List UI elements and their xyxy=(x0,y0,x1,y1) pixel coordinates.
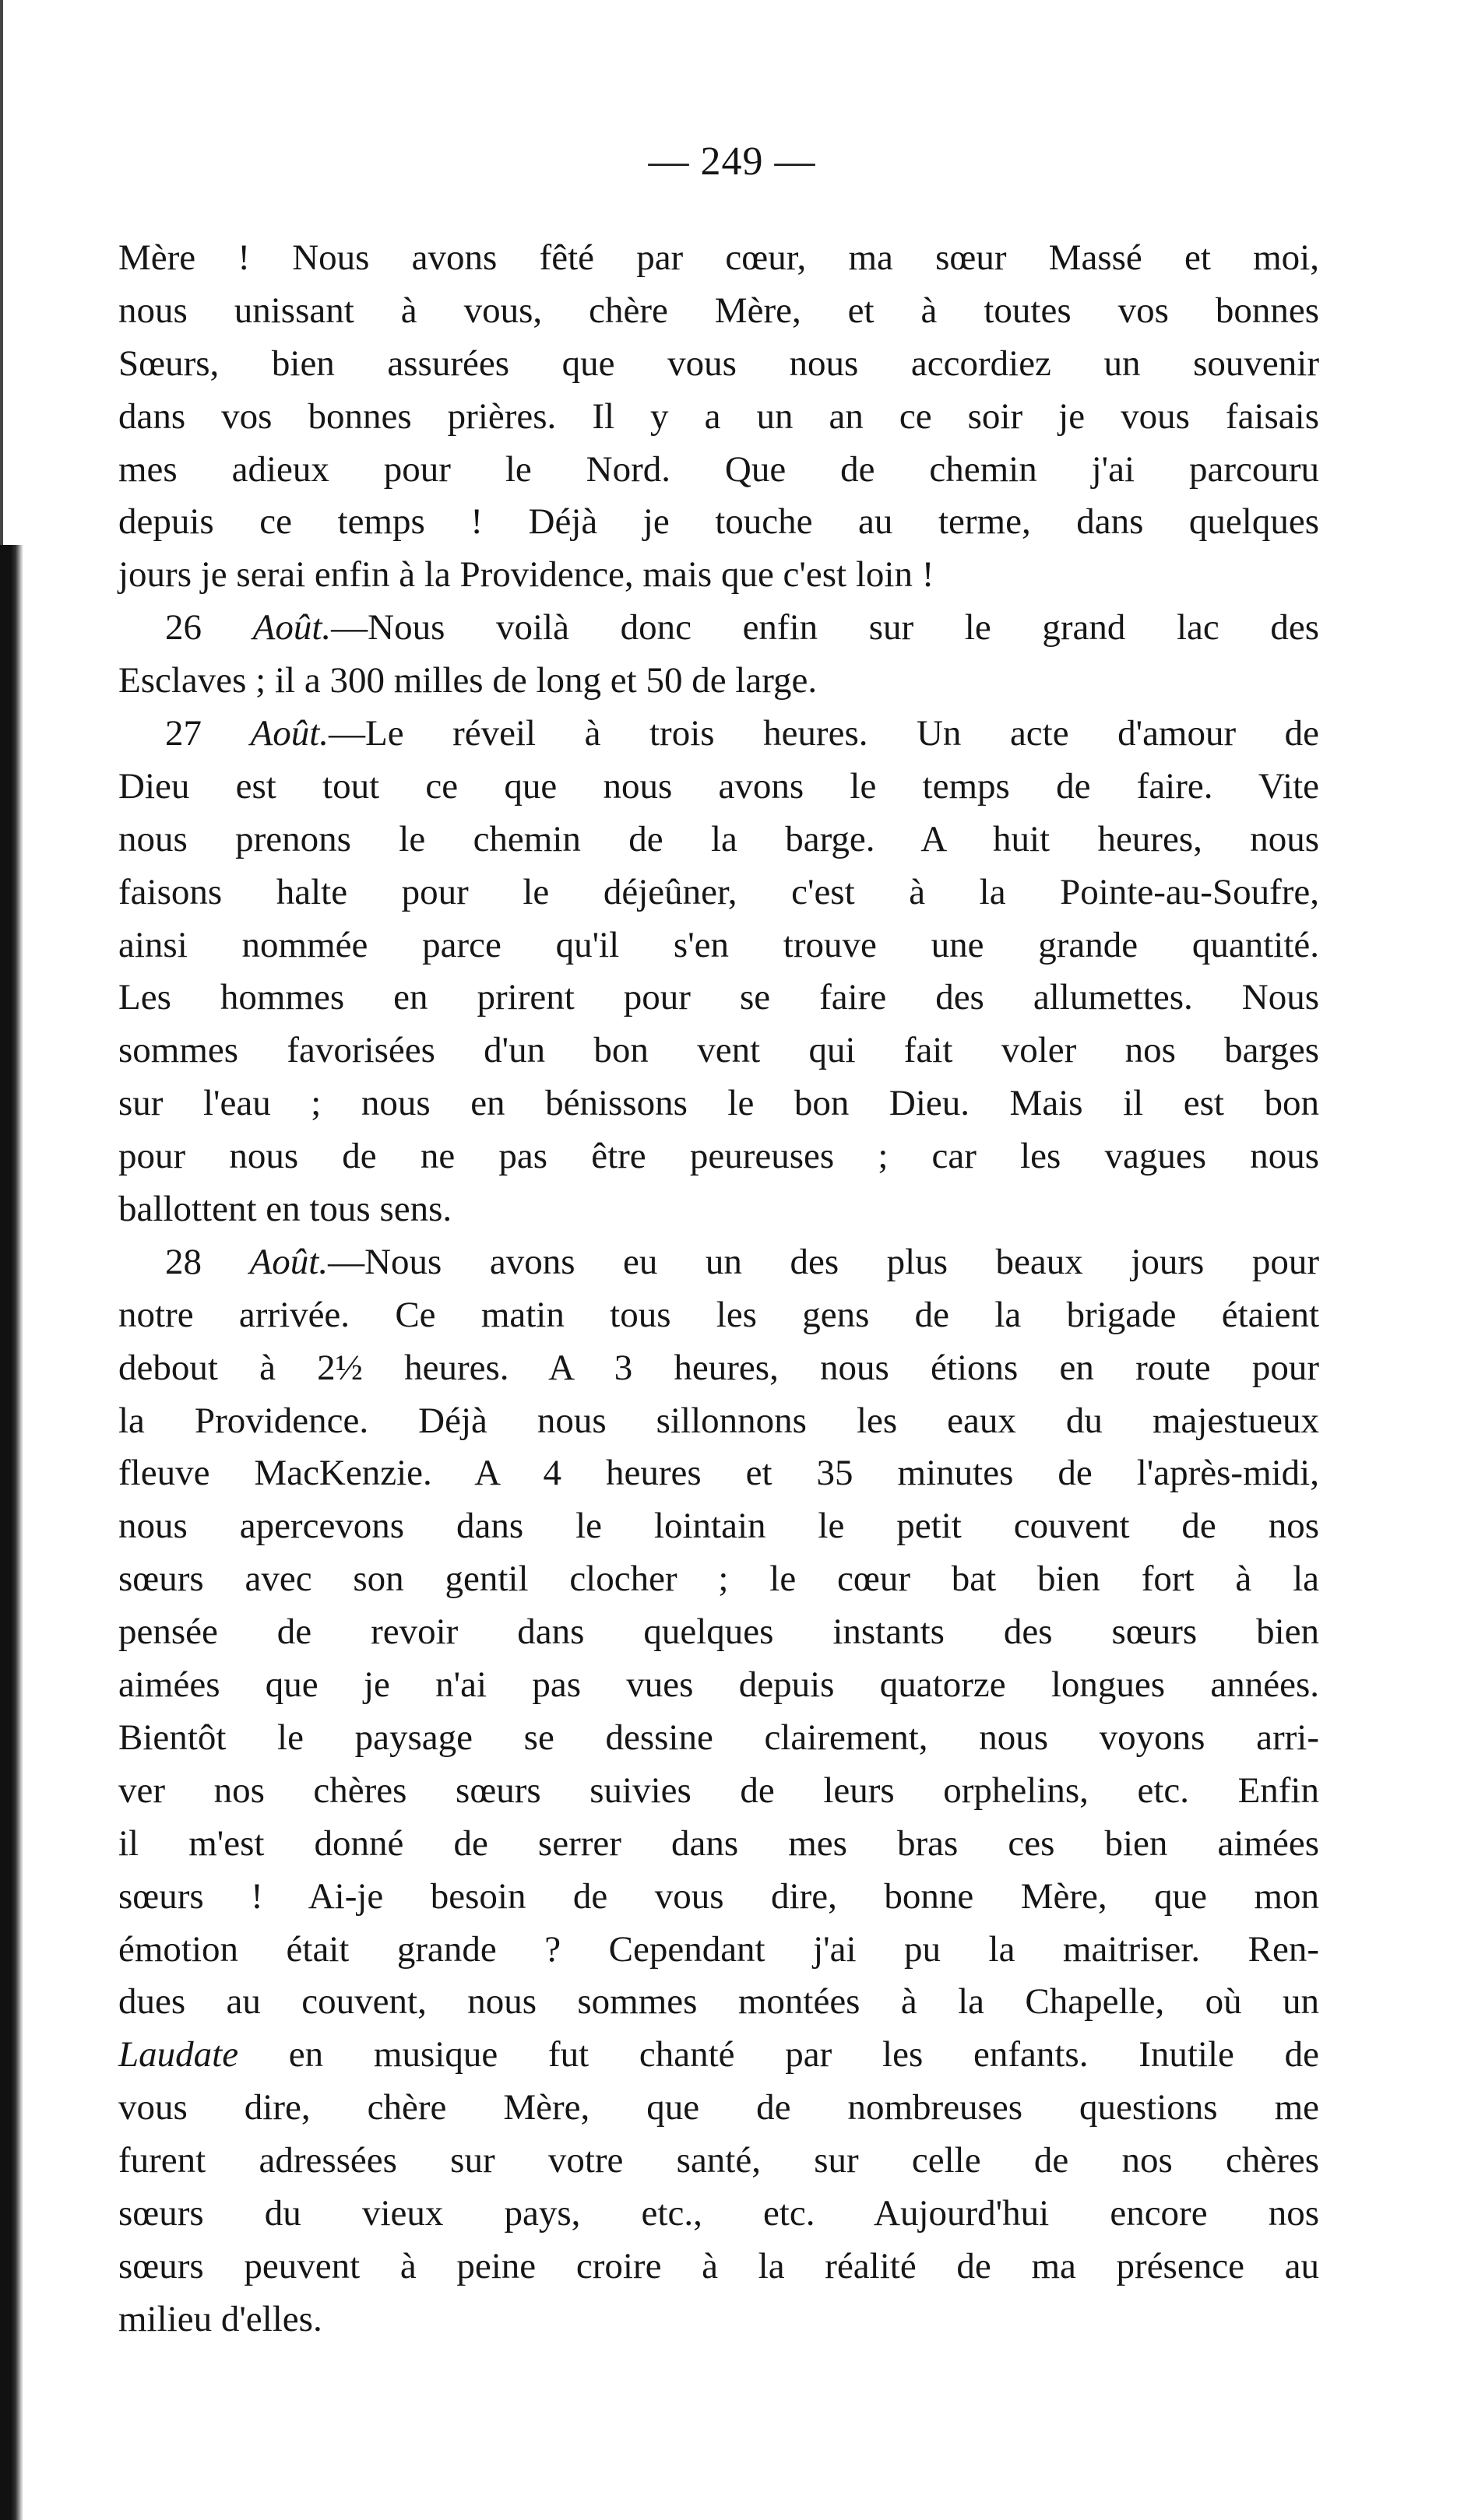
binding-edge-top xyxy=(0,0,3,545)
text-line: debout à 2½ heures. A 3 heures, nous étions en route pour xyxy=(118,1347,1319,1388)
date-label: 27 Août. xyxy=(165,713,329,754)
text-line: dues au couvent, nous sommes montées à la Chapelle, où un xyxy=(118,1981,1319,2023)
text-line: sœurs du vieux pays, etc., etc. Aujourd'hui encore nos xyxy=(118,2192,1319,2234)
text-line: ainsi nommée parce qu'il s'en trouve une grande quantité. xyxy=(118,924,1319,965)
text-line: furent adressées sur votre santé, sur celle de nos chères xyxy=(118,2140,1319,2181)
text-line: sur l'eau ; nous en bénissons le bon Dieu. Mais il est bon xyxy=(118,1083,1319,1124)
italic-word: Laudate xyxy=(118,2034,239,2075)
text-line: ballottent en tous sens. xyxy=(118,1189,452,1230)
text-line: sœurs ! Ai-je besoin de vous dire, bonne Mère, que mon xyxy=(118,1875,1319,1917)
text-line: nous apercevons dans le lointain le petit couvent de nos xyxy=(118,1506,1319,1547)
text-line: Les hommes en prirent pour se faire des allumettes. Nous xyxy=(118,977,1319,1018)
date-month: Août. xyxy=(249,1241,329,1282)
text-line: émotion était grande ? Cependant j'ai pu la maitriser. Ren- xyxy=(118,1928,1319,1970)
text-line-dated: 27 Août.—Le réveil à trois heures. Un acte d'amour de xyxy=(165,713,1320,754)
body-text xyxy=(118,232,1319,2346)
text-line: la Providence. Déjà nous sillonnons les eaux du majestueux xyxy=(118,1400,1319,1441)
text-line: il m'est donné de serrer dans mes bras ces bien aimées xyxy=(118,1822,1319,1864)
text-line: ver nos chères sœurs suivies de leurs orphelins, etc. Enfin xyxy=(118,1770,1319,1811)
text-line: sœurs peuvent à peine croire à la réalité de ma présence au xyxy=(118,2245,1319,2286)
text-line-dated: 28 Août.—Nous avons eu un des plus beaux jours pour xyxy=(165,1241,1320,1282)
date-month: Août. xyxy=(252,607,332,648)
text-line: Sœurs, bien assurées que vous nous accordiez un souvenir xyxy=(118,343,1319,384)
text-line: sommes favorisées d'un bon vent qui fait voler nos barges xyxy=(118,1030,1319,1071)
text-line: vous dire, chère Mère, que de nombreuses questions me xyxy=(118,2087,1319,2128)
page-number: — 249 — xyxy=(648,139,816,184)
date-label: 26 Août. xyxy=(165,607,332,648)
date-month: Août. xyxy=(250,713,329,754)
text-line: depuis ce temps ! Déjà je touche au terme, dans quelques xyxy=(118,501,1319,543)
text-line-dated: 26 Août.—Nous voilà donc enfin sur le grand lac des xyxy=(165,607,1320,648)
text-line: faisons halte pour le déjeûner, c'est à la Pointe-au-Soufre, xyxy=(118,871,1319,912)
text-line: pensée de revoir dans quelques instants des sœurs bien xyxy=(118,1611,1319,1653)
text-line-laudate: Laudate en musique fut chanté par les enfants. Inutile de xyxy=(118,2034,1319,2075)
text-line: milieu d'elles. xyxy=(118,2298,322,2339)
text-line: nous prenons le chemin de la barge. A huit heures, nous xyxy=(118,818,1319,859)
text-line: Esclaves ; il a 300 milles de long et 50 de large. xyxy=(118,660,818,701)
text-line: fleuve MacKenzie. A 4 heures et 35 minutes de l'après-midi, xyxy=(118,1453,1319,1494)
date-label: 28 Août. xyxy=(165,1241,329,1282)
binding-edge-shadow xyxy=(0,545,23,2520)
text-line: notre arrivée. Ce matin tous les gens de la brigade étaient xyxy=(118,1294,1319,1335)
text-line: dans vos bonnes prières. Il y a un an ce soir je vous faisais xyxy=(118,395,1319,437)
text-line: Dieu est tout ce que nous avons le temps de faire. Vite xyxy=(118,765,1319,807)
text-line: mes adieux pour le Nord. Que de chemin j'ai parcouru xyxy=(118,448,1319,490)
text-line: Mère ! Nous avons fêté par cœur, ma sœur Massé et moi, xyxy=(118,237,1319,278)
text-line: pour nous de ne pas être peureuses ; car les vagues nous xyxy=(118,1136,1319,1177)
text-line: jours je serai enfin à la Providence, mais que c'est loin ! xyxy=(118,554,934,596)
text-line: Bientôt le paysage se dessine clairement, nous voyons arri- xyxy=(118,1717,1319,1758)
text-line: nous unissant à vous, chère Mère, et à toutes vos bonnes xyxy=(118,290,1319,331)
text-line: aimées que je n'ai pas vues depuis quatorze longues années. xyxy=(118,1664,1319,1706)
text-line: sœurs avec son gentil clocher ; le cœur bat bien fort à la xyxy=(118,1559,1319,1600)
